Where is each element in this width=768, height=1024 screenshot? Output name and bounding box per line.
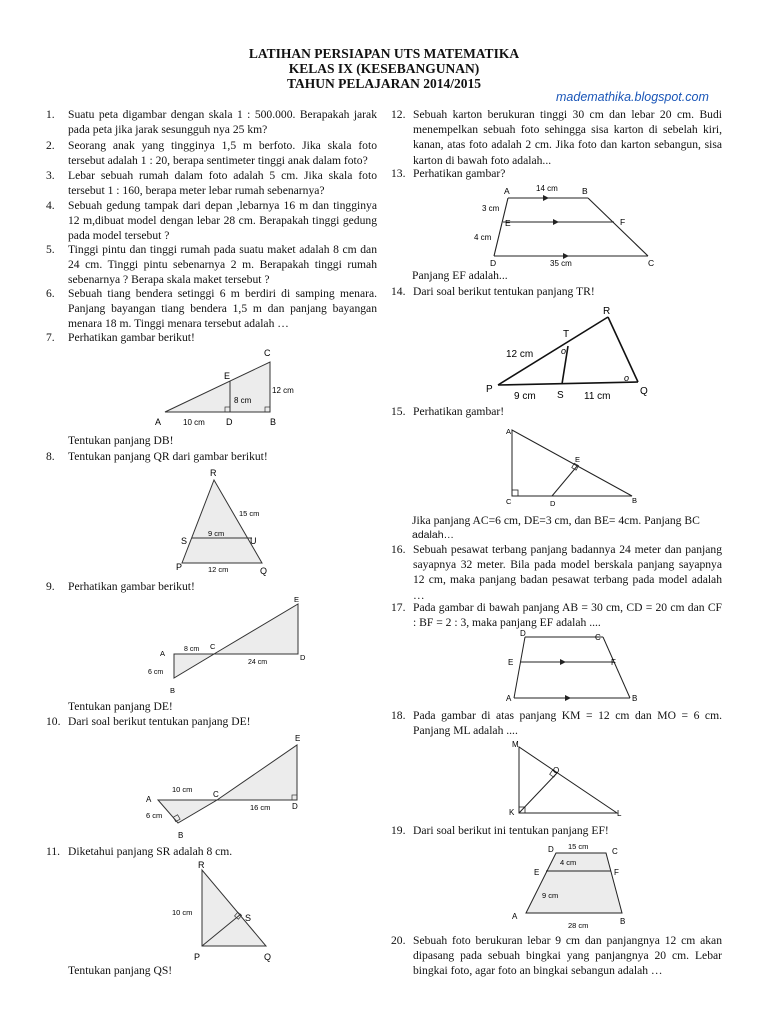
fig7-point-E: E (224, 371, 231, 381)
fig19-point-D: D (548, 845, 554, 854)
fig19-point-B: B (620, 917, 626, 926)
fig8-label-su: 9 cm (208, 529, 225, 538)
fig14-label-pt: 12 cm (506, 349, 534, 360)
question-1: 1. Suatu peta digambar dengan skala 1 : 500.000. Berapakah jarak pada peta jika jarak sesungguh nya 25 km? (46, 108, 377, 137)
fig9-label-cd: 24 cm (248, 659, 268, 666)
fig13-point-F: F (620, 217, 626, 227)
svg-text:o: o (561, 346, 567, 356)
fig10-point-E: E (295, 734, 301, 743)
fig18-point-M: M (512, 740, 519, 749)
fig15-point-D: D (550, 499, 556, 508)
figure-19 (508, 840, 636, 932)
fig9-point-B: B (170, 686, 176, 695)
figure-8 (170, 466, 280, 578)
title-line-3: TAHUN PELAJARAN 2014/2015 (286, 76, 481, 91)
question-5: 5. Tinggi pintu dan tinggi rumah pada suatu maket adalah 8 cm dan 24 cm. Tinggi pintu sebenarnya 2 m. Berapakah tinggi rumah sebenarnya ? Berapa skala maket tersebut ? (46, 243, 377, 287)
title-line-2: KELAS IX (KESEBANGUNAN) (288, 61, 480, 76)
figure-13 (470, 180, 670, 268)
fig13-point-D: D (490, 258, 497, 268)
question-9: 9. Perhatikan gambar berikut! (46, 580, 195, 593)
fig8-point-R: R (210, 468, 217, 478)
question-6: 6. Sebuah tiang bendera setinggi 6 m berdiri di samping menara. Panjang bayangan tiang bendera 1,5 m dan panjang bayangan menara 18 m. Tinggi menara tersebut adalah … (46, 287, 377, 331)
question-3: 3. Lebar sebuah rumah dalam foto adalah 5 cm. Jika skala foto tersebut 1 : 160, berapa meter lebar rumah sebenarnya? (46, 169, 377, 198)
fig19-point-F: F (614, 868, 619, 877)
fig9-point-E: E (294, 595, 300, 604)
fig13-point-C: C (648, 258, 655, 268)
fig18-point-K: K (509, 808, 515, 817)
fig17-point-D: D (520, 629, 526, 638)
fig11-point-R: R (198, 860, 205, 870)
fig14-label-sq: 11 cm (584, 391, 611, 402)
question-17: 17. Pada gambar di bawah panjang AB = 30 cm, CD = 20 cm dan CF : BF = 2 : 3, maka panjang EF adalah .... (391, 601, 722, 630)
fig13-point-E: E (505, 218, 511, 228)
fig17-point-B: B (632, 694, 638, 703)
figure-14 (482, 302, 662, 402)
fig9-point-C: C (210, 642, 216, 651)
fig8-point-P: P (176, 562, 183, 572)
fig19-label-ea: 9 cm (542, 891, 559, 900)
fig15-point-C: C (506, 497, 512, 506)
question-10: 10. Dari soal berikut tentukan panjang DE! (46, 715, 251, 728)
fig18-point-O: O (553, 766, 560, 775)
question-19: 19. Dari soal berikut ini tentukan panjang EF! (391, 824, 609, 837)
q11-prompt: Tentukan panjang QS! (68, 964, 173, 977)
fig8-point-Q: Q (260, 566, 268, 576)
figure-10 (140, 730, 315, 842)
fig7-point-A: A (155, 417, 162, 427)
fig17-point-C: C (595, 633, 601, 642)
question-4: 4. Sebuah gedung tampak dari depan ,lebarnya 16 m dan tingginya 12 m,dibuat model dengan lebar 28 cm. Berapakah tinggi gedung pada model tersebut ? (46, 199, 377, 243)
fig7-label-cb: 12 cm (272, 386, 294, 395)
q15-prompt-cont: adalah… (412, 529, 455, 541)
figure-17 (505, 628, 650, 706)
fig10-point-D: D (292, 802, 298, 811)
fig8-label-rq: 15 cm (239, 509, 260, 518)
fig9-label-ac: 8 cm (184, 646, 200, 653)
question-15: 15. Perhatikan gambar! (391, 405, 505, 418)
fig7-point-C: C (264, 348, 271, 358)
fig10-point-C: C (213, 790, 219, 799)
fig8-point-U: U (250, 536, 257, 546)
fig13-label-dc: 35 cm (550, 259, 572, 268)
title-line-1: LATIHAN PERSIAPAN UTS MATEMATIKA (248, 46, 520, 61)
fig19-point-A: A (512, 912, 518, 921)
fig7-point-B: B (270, 417, 277, 427)
question-11: 11. Diketahui panjang SR adalah 8 cm. (46, 845, 233, 858)
fig10-point-A: A (146, 795, 152, 804)
fig15-point-B: B (632, 496, 638, 505)
question-20: 20. Sebuah foto berukuran lebar 9 cm dan panjangnya 12 cm akan dipasang pada sebuah bingkai yang panjangnya 20 cm. Lebar bingkai foto, agar foto an bingkai sebangun adalah … (391, 934, 722, 978)
q15-prompt: Jika panjang AC=6 cm, DE=3 cm, dan BE= 4cm. Panjang BC (412, 514, 700, 527)
fig10-label-cd: 16 cm (250, 803, 271, 812)
fig9-label-ab: 6 cm (148, 669, 164, 676)
fig10-point-B: B (178, 831, 184, 840)
fig15-point-A: A (506, 427, 512, 436)
figure-9 (144, 592, 334, 702)
fig14-label-ps: 9 cm (514, 391, 536, 402)
fig15-point-E: E (575, 455, 581, 464)
question-12: 12. Sebuah karton berukuran tinggi 30 cm dan lebar 20 cm. Budi menempelkan sebuah foto sehingga sisa karton di sebelah kiri, kanan, atas foto adalah 2 cm. Jika foto dan karton sebangun, sisa karton di bawah foto adalah... (391, 108, 722, 167)
question-2: 2. Seorang anak yang tingginya 1,5 m berfoto. Jika skala foto tersebut adalah 1 : 20, berapa sentimeter tinggi anak dalam foto? (46, 139, 377, 168)
fig14-point-Q: Q (640, 386, 648, 397)
fig19-label-dc: 15 cm (568, 842, 589, 851)
fig13-point-A: A (504, 186, 510, 196)
fig14-point-R: R (603, 306, 611, 317)
figure-15 (500, 424, 650, 514)
fig17-point-A: A (506, 694, 512, 703)
fig9-point-A: A (160, 649, 166, 658)
fig19-point-E: E (534, 868, 540, 877)
fig14-point-T: T (563, 329, 570, 340)
q9-prompt: Tentukan panjang DE! (68, 700, 173, 713)
fig14-point-S: S (557, 390, 564, 401)
fig11-label-rp: 10 cm (172, 908, 193, 917)
fig13-label-ed: 4 cm (474, 233, 492, 242)
fig10-label-ab: 6 cm (146, 811, 163, 820)
question-18: 18. Pada gambar di atas panjang KM = 12 cm dan MO = 6 cm. Panjang ML adalah .... (391, 709, 722, 738)
question-13: 13. Perhatikan gambar? (391, 167, 506, 180)
figure-18 (505, 737, 630, 819)
question-8: 8. Tentukan panjang QR dari gambar berikut! (46, 450, 268, 463)
fig7-point-D: D (226, 417, 233, 427)
svg-text:o: o (624, 373, 630, 383)
blog-url-link[interactable]: mademathika.blogspot.com (556, 90, 709, 104)
question-16: 16. Sebuah pesawat terbang panjang badannya 24 meter dan panjang sayapnya 32 meter. Bila pada model berskala panjang sayapnya 12 cm, maka panjang badan pesawat terbang pada model adalah … (391, 543, 722, 602)
fig9-point-D: D (300, 653, 306, 662)
fig7-label-ed: 8 cm (234, 396, 252, 405)
fig14-point-P: P (486, 384, 493, 395)
fig13-point-B: B (582, 186, 588, 196)
q7-prompt: Tentukan panjang DB! (68, 434, 174, 447)
fig8-label-pq: 12 cm (208, 565, 229, 574)
question-14: 14. Dari soal berikut tentukan panjang TR! (391, 285, 595, 298)
question-7: 7. Perhatikan gambar berikut! (46, 331, 195, 344)
figure-7 (150, 345, 310, 430)
fig11-point-S: S (245, 913, 252, 923)
fig13-label-ae: 3 cm (482, 204, 500, 213)
fig19-label-de: 4 cm (560, 858, 577, 867)
figure-11 (168, 858, 288, 970)
fig11-point-Q: Q (264, 952, 272, 962)
fig18-point-L: L (617, 809, 622, 818)
fig17-point-E: E (508, 658, 514, 667)
fig13-label-ab: 14 cm (536, 184, 558, 193)
q13-prompt: Panjang EF adalah... (412, 269, 508, 282)
fig19-point-C: C (612, 847, 618, 856)
fig11-point-P: P (194, 952, 201, 962)
fig7-label-ad: 10 cm (183, 418, 205, 427)
fig17-point-F: F (611, 658, 616, 667)
fig19-label-ab: 28 cm (568, 921, 589, 930)
fig10-label-ac: 10 cm (172, 785, 193, 794)
fig8-point-S: S (181, 536, 188, 546)
